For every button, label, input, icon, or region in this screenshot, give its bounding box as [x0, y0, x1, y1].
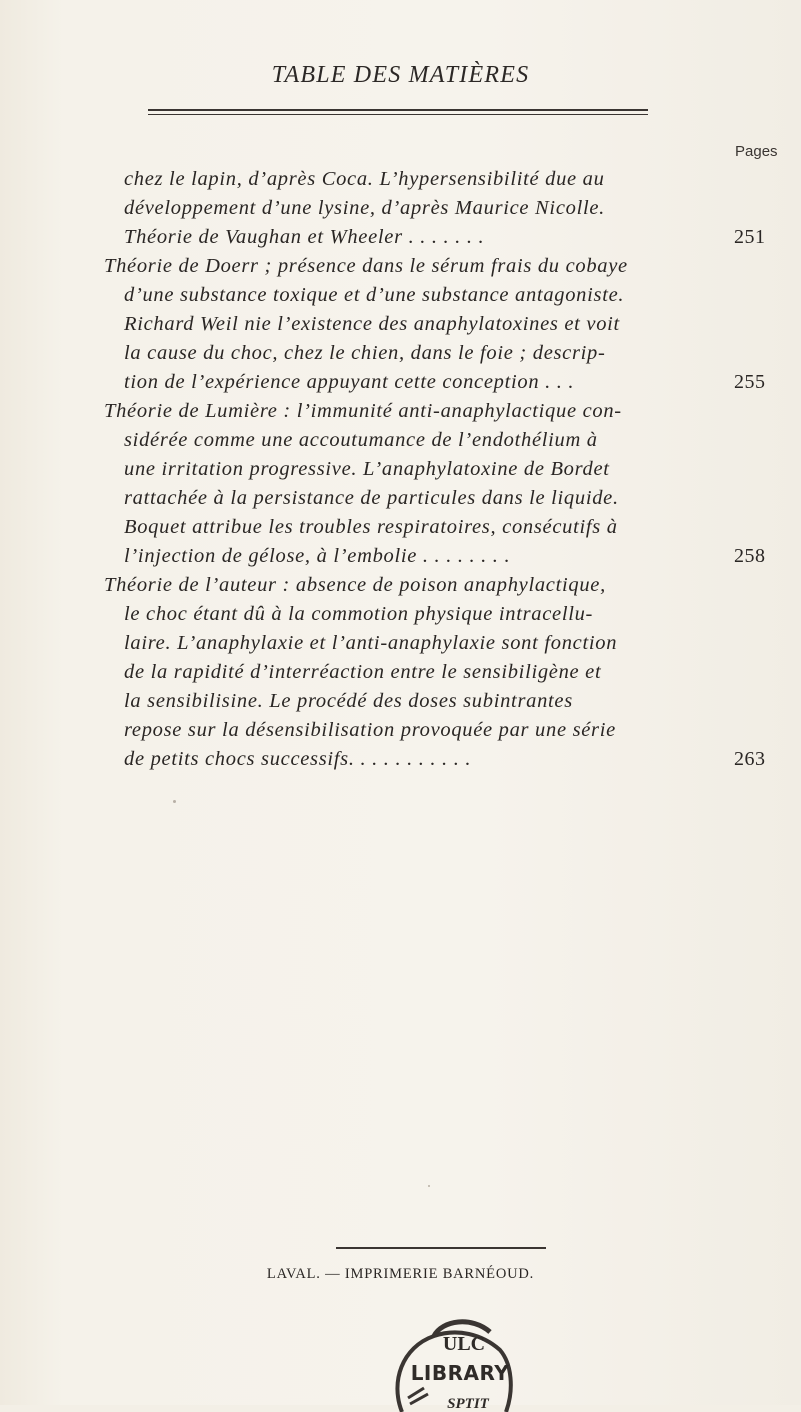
toc-page-number: 255: [734, 371, 766, 393]
page-title: TABLE DES MATIÈRES: [271, 62, 530, 88]
toc-line: rattachée à la persistance de particules dans le liquide.: [124, 487, 619, 509]
toc-page-number: 263: [734, 748, 766, 770]
toc-line: Richard Weil nie l’existence des anaphylatoxines et voit: [124, 313, 620, 335]
toc-line: tion de l’expérience appuyant cette conception . . .: [124, 371, 575, 393]
toc-line: sidérée comme une accoutumance de l’endothélium à: [124, 429, 598, 451]
toc-line: l’injection de gélose, à l’embolie . . . . . . . .: [124, 545, 511, 567]
header-double-rule: [148, 109, 648, 115]
toc-line: la sensibilisine. Le procédé des doses subintrantes: [124, 690, 573, 712]
toc-line: la cause du choc, chez le chien, dans le foie ; descrip-: [124, 342, 606, 364]
toc-page-number: 251: [734, 226, 766, 248]
pages-column-label: Pages: [735, 143, 778, 160]
toc-line: Théorie de Lumière : l’immunité anti-anaphylactique con-: [104, 400, 622, 422]
toc-line: repose sur la désensibilisation provoquée par une série: [124, 719, 616, 741]
toc-line: Boquet attribue les troubles respiratoires, consécutifs à: [124, 516, 618, 538]
stamp-top-text: ULC: [442, 1333, 486, 1355]
toc-page-number: 258: [734, 545, 766, 567]
stamp-middle-text: LIBRARY: [410, 1361, 510, 1385]
footer-rule: [336, 1247, 546, 1249]
toc-line: développement d’une lysine, d’après Maurice Nicolle.: [124, 197, 605, 219]
toc-line: Théorie de Vaughan et Wheeler . . . . . . .: [124, 226, 485, 248]
toc-line: de la rapidité d’interréaction entre le sensibiligène et: [124, 661, 602, 683]
paper-speck: [428, 1185, 430, 1187]
printer-imprint: LAVAL. — IMPRIMERIE BARNÉOUD.: [266, 1266, 535, 1282]
toc-line: une irritation progressive. L’anaphylatoxine de Bordet: [124, 458, 610, 480]
toc-line: Théorie de Doerr ; présence dans le sérum frais du cobaye: [104, 255, 628, 277]
stamp-bottom-text: SPTIT: [447, 1396, 489, 1412]
toc-line: laire. L’anaphylaxie et l’anti-anaphylaxie sont fonction: [124, 632, 618, 654]
toc-line: Théorie de l’auteur : absence de poison anaphylactique,: [104, 574, 606, 596]
library-stamp-icon: [372, 1312, 552, 1412]
paper-speck: [173, 800, 176, 803]
toc-line: chez le lapin, d’après Coca. L’hypersensibilité due au: [124, 168, 605, 190]
toc-line: d’une substance toxique et d’une substance antagoniste.: [124, 284, 625, 306]
toc-line: le choc étant dû à la commotion physique intracellu-: [124, 603, 594, 625]
toc-line: de petits chocs successifs. . . . . . . . . . .: [124, 748, 472, 770]
